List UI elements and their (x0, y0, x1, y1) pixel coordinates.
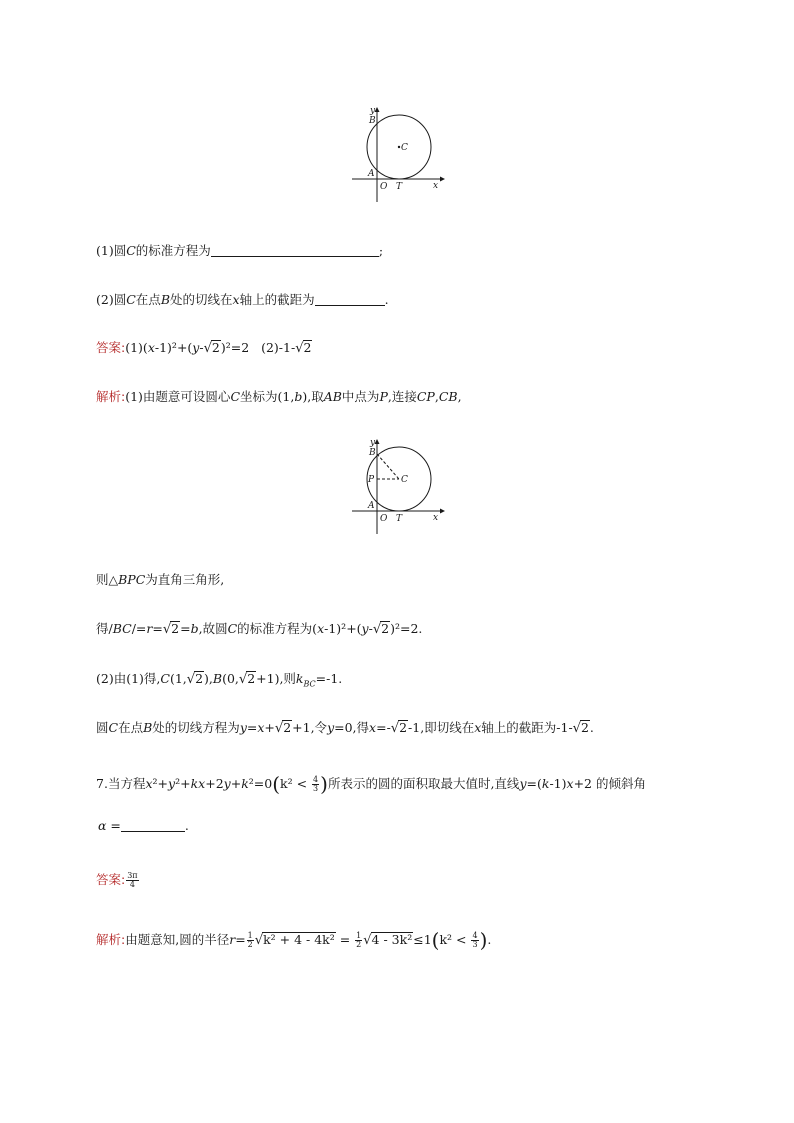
answer-blank[interactable] (121, 819, 185, 832)
line-points: (2)由(1)得,C(1,√2),B(0,√2+1),则$k_{BC}=-1$. (96, 671, 343, 689)
analysis-6: 解析:(1)由题意可设圆心C坐标为(1,b),取AB中点为P,连接CP,CB, (96, 389, 462, 404)
line-tangent: 圆C在点B处的切线方程为y=x+√2+1,令y=0,得x=-√2-1,即切线在x轴上的截距为-1-√2. (96, 720, 594, 736)
question-1: (1)圆C的标准方程为 ; (96, 243, 384, 258)
question-7-blank-line: α = . (98, 818, 189, 833)
x-label: x (433, 513, 439, 523)
fraction: $\frac{4}{3}$ (472, 931, 478, 949)
x-axis-arrow (440, 509, 445, 514)
a-label: A (368, 501, 375, 511)
y-axis-arrow (375, 107, 380, 112)
x-label: x (433, 181, 439, 191)
c-label: C (401, 475, 408, 485)
o-label: O (380, 514, 388, 524)
a-label: A (368, 169, 375, 179)
question-2: (2)圆C在点B处的切线在x轴上的截距为 . (96, 292, 389, 307)
fraction: $\frac{1}{2}$ (356, 931, 362, 949)
line-bc: 得/BC/=r=√2=b,故圆C的标准方程为(x-1)²+(y-√2)²=2. (96, 621, 423, 637)
fraction: $\frac{3\pi}{4}$ (127, 871, 138, 889)
t-label: T (396, 182, 403, 192)
fraction: $\frac{1}{2}$ (247, 931, 253, 949)
segment-bc (377, 454, 399, 479)
analysis-7: 解析:由题意知,圆的半径r= $\frac{1}{2}$ √k² + 4 - 4k² = $\frac{1}{2}$ √4 - 3k²≤1(k² < $\frac{4}{3}$ ). (96, 928, 492, 952)
fraction: $\frac{4}{3}$ (313, 775, 319, 793)
b-label: B (369, 448, 376, 458)
y-axis-arrow (375, 439, 380, 444)
question-7: 7.当方程x²+y²+kx+2y+k²=0(k² < $\frac{4}{3}$ )所表示的圆的面积取最大值时,直线y=(k-1)x+2 的倾斜角 (96, 772, 646, 796)
y-label: y (370, 438, 376, 448)
y-label: y (370, 106, 376, 116)
circle-figure-2 (340, 434, 450, 538)
x-axis-arrow (440, 177, 445, 182)
b-label: B (369, 116, 376, 126)
answer-6: 答案:(1)(x-1)²+(y-√2)²=2 (2)-1-√2 (96, 340, 312, 356)
circle-figure-1 (340, 102, 450, 206)
line-bpc: 则△BPC为直角三角形, (96, 572, 225, 587)
c-label: C (401, 143, 408, 153)
answer-7: 答案: $\frac{3\pi}{4}$ (96, 871, 138, 889)
p-label: P (368, 475, 375, 485)
t-label: T (396, 514, 403, 524)
answer-blank[interactable] (211, 244, 379, 257)
o-label: O (380, 182, 388, 192)
center-point (398, 146, 400, 148)
answer-blank[interactable] (315, 293, 385, 306)
